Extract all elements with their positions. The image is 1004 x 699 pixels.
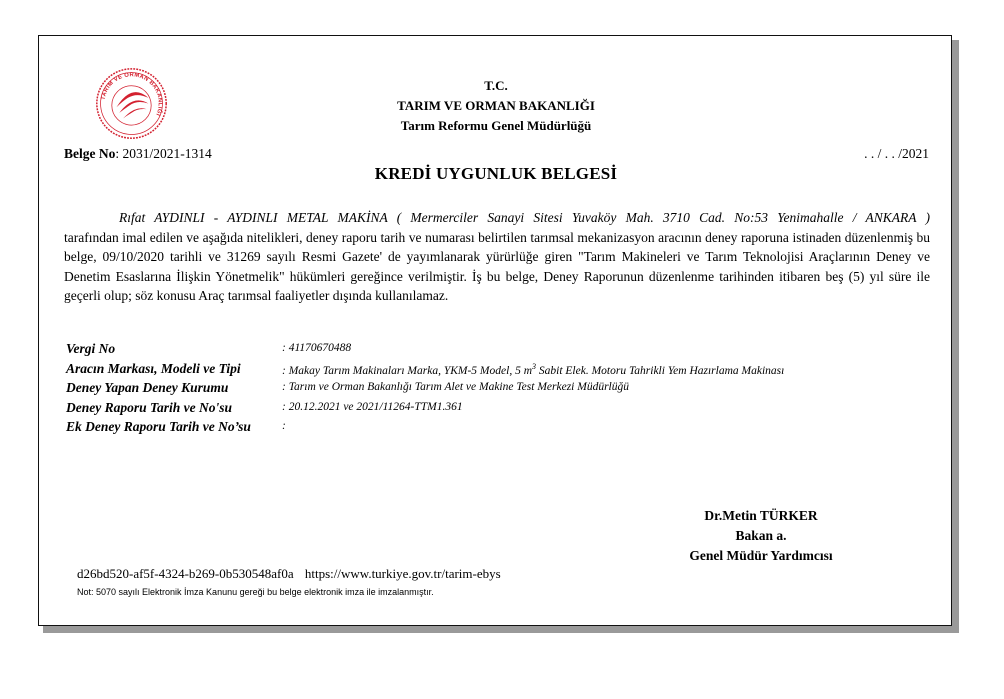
header-ministry: TARIM VE ORMAN BAKANLIĞI [397, 98, 595, 113]
seal-text: TARIM VE ORMAN BAKANLIĞI [100, 72, 163, 117]
verification-code: d26bd520-af5f-4324-b269-0b530548af0a [77, 566, 294, 581]
header-tc: T.C. [484, 78, 508, 93]
document-body [64, 208, 930, 306]
e-signature-note: Not: 5070 sayılı Elektronik İmza Kanunu gereği bu belge elektronik imza ile imzalanmıştır. [77, 587, 434, 597]
document-number [64, 146, 212, 162]
body-first-line: Rıfat AYDINLI - AYDINLI METAL MAKİNA ( Mermerciler Sanayi Sitesi Yuvaköy Mah. 3710 Cad. No:53 Yenimahalle / ANKARA ) [119, 210, 930, 225]
field-row [66, 361, 926, 381]
document-title: KREDİ UYGUNLUK BELGESİ [374, 164, 618, 183]
document-number-label: Belge No [64, 146, 116, 161]
signer-title: Genel Müdür Yardımcısı [689, 548, 833, 563]
field-row [66, 380, 926, 400]
signature-block [651, 506, 871, 566]
field-value-test-institution: : Tarım ve Orman Bakanlığı Tarım Alet ve Makine Test Merkezi Müdürlüğü [282, 381, 629, 393]
verification-line [77, 566, 501, 582]
field-row [66, 400, 926, 420]
document-date: . . / . . /2021 [864, 146, 929, 161]
document-page [38, 35, 952, 626]
document-number-value: : 2031/2021-1314 [115, 146, 212, 161]
field-label-extra-report: Ek Deney Raporu Tarih ve No’su [66, 419, 251, 434]
field-label-report: Deney Raporu Tarih ve No'su [66, 399, 233, 415]
field-label-tax-no: Vergi No [66, 341, 116, 356]
field-value-vehicle: : Makay Tarım Makinaları Marka, YKM-5 Model, 5 $m^3$ Sabit Elek. Motoru Tahrikli Yem Hazırlama Makinası [282, 361, 785, 377]
field-label-vehicle: Aracın Markası, Modeli ve Tipi [66, 360, 241, 376]
field-row [66, 419, 926, 439]
field-value-report: : 20.12.2021 ve 2021/11264-TTM1.361 [282, 400, 463, 413]
field-value-tax-no: : 41170670488 [282, 342, 352, 354]
details-list [66, 341, 926, 439]
header-department: Tarım Reformu Genel Müdürlüğü [400, 118, 592, 133]
field-value-extra-report: : [282, 420, 286, 432]
signer-name: Dr.Metin TÜRKER [704, 508, 818, 523]
signer-authority: Bakan a. [735, 528, 787, 543]
body-paragraph: tarafından imal edilen ve aşağıda nitelikleri, deney raporu tarih ve numarası belirtilen tarımsal mekanizasyon aracının deney raporuna istinaden düzenlenmiş bu belge, 09/10/2020 tarihli ve 31269 sayılı Resmi Gazete' de yayımlanarak yürürlüğe giren "Tarım Makineleri ve Tarım Teknolojisi Araçlarının Deney ve Denetim Esaslarına İlişkin Yönetmelik" hükümleri gereğince verilmiştir. İş bu belge, Deney Raporunun düzenlenme tarihinden itibaren beş (5) yıl süre ile geçerli olup; söz konusu Araç tarımsal faaliyetler dışında kullanılamaz. [64, 229, 930, 303]
verification-url[interactable]: https://www.turkiye.gov.tr/tarim-ebys [304, 566, 501, 581]
field-row [66, 341, 926, 361]
field-label-test-institution: Deney Yapan Deney Kurumu [66, 380, 229, 395]
document-header [39, 76, 953, 136]
